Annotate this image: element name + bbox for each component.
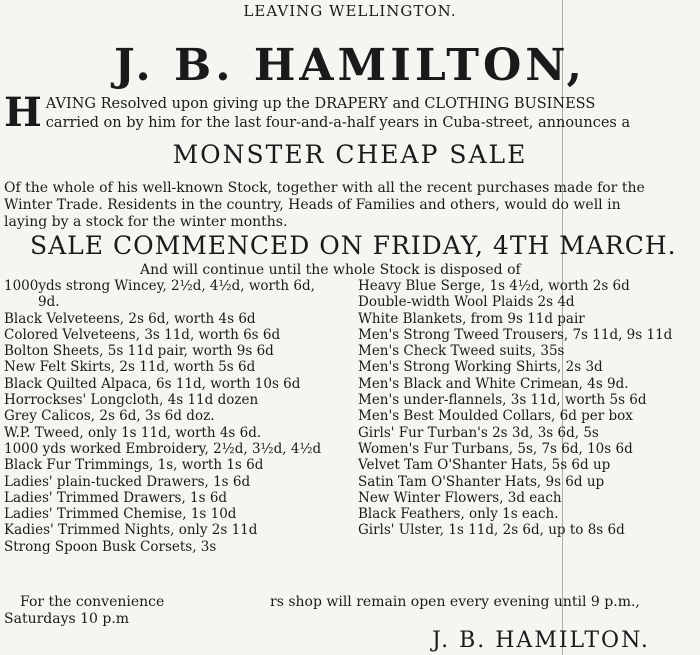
footer-part-2: rs shop will remain open every evening until 9 p.m., [270,594,640,610]
list-item: Black Feathers, only 1s each. [358,506,559,523]
header-line: LEAVING WELLINGTON. [243,2,457,20]
list-item: Ladies' Trimmed Drawers, 1s 6d [4,489,228,506]
list-item: Men's Strong Tweed Trousers, 7s 11d, 9s 11d [358,326,673,343]
right-item-list [358,278,698,539]
list-item: Colored Velveteens, 3s 11d, worth 6s 6d [4,326,281,343]
list-item: Ladies' Trimmed Chemise, 1s 10d [4,506,237,523]
paragraph-line: laying by a stock for the winter months. [4,214,288,230]
paragraph-line: Winter Trade. Residents in the country, Heads of Families and others, would do well in [4,197,621,213]
list-item: Men's Check Tweed suits, 35s [358,343,565,360]
list-item: Bolton Sheets, 5s 11d pair, worth 9s 6d [4,343,274,360]
list-item: Men's Best Moulded Collars, 6d per box [358,408,633,425]
list-item: Girls' Fur Turban's 2s 3d, 3s 6d, 5s [358,424,599,441]
list-item: Black Fur Trimmings, 1s, worth 1s 6d [4,457,264,474]
list-item: Horrockses' Longcloth, 4s 11d dozen [4,392,259,409]
list-item: Kadies' Trimmed Nights, only 2s 11d [4,522,258,539]
list-item: W.P. Tweed, only 1s 11d, worth 4s 6d. [4,424,262,441]
list-item: 9d. [38,294,60,311]
merchant-name: J. B. HAMILTON, [113,40,586,91]
continue-line: And will continue until the whole Stock is disposed of [140,262,521,278]
footer-part-3: Saturdays 10 p.m [4,611,130,627]
list-item: 1000 yds worked Embroidery, 2½d, 3½d, 4½d [4,440,322,457]
list-item: New Felt Skirts, 2s 11d, worth 5s 6d [4,359,256,376]
list-item: 1000yds strong Wincey, 2½d, 4½d, worth 6d, [4,278,315,294]
list-item: Men's under-flannels, 3s 11d, worth 5s 6d [358,392,647,409]
intro-block [4,89,698,136]
list-item: Men's Black and White Crimean, 4s 9d. [358,375,629,392]
left-item-list [4,278,354,555]
list-item: Strong Spoon Busk Corsets, 3s [4,538,217,555]
drop-cap: H [4,89,42,136]
list-item: Black Quilted Alpaca, 6s 11d, worth 10s 6d [4,375,301,392]
list-item: Velvet Tam O'Shanter Hats, 5s 6d up [358,457,611,474]
description-paragraph [4,180,698,231]
footer-part-1: For the convenience [20,594,165,610]
list-item: Heavy Blue Serge, 1s 4½d, worth 2s 6d [358,278,630,294]
paragraph-line: Of the whole of his well-known Stock, together with all the recent purchases made for the [4,180,645,196]
list-item: Men's Strong Working Shirts, 2s 3d [358,359,603,376]
sale-commenced-heading: SALE COMMENCED ON FRIDAY, 4TH MARCH. [30,231,677,260]
list-item: Black Velveteens, 2s 6d, worth 4s 6d [4,310,256,327]
list-item: Girls' Ulster, 1s 11d, 2s 6d, up to 8s 6d [358,522,625,539]
list-item: Satin Tam O'Shanter Hats, 9s 6d up [358,473,605,490]
intro-line-2: carried on by him for the last four-and-a-half years in Cuba-street, announces a [45,115,631,131]
list-item: Ladies' plain-tucked Drawers, 1s 6d [4,473,251,490]
signoff-name: J. B. HAMILTON. [432,628,650,653]
intro-line-1: AVING Resolved upon giving up the DRAPERY and CLOTHING BUSINESS [45,96,596,112]
list-item: White Blankets, from 9s 11d pair [358,310,585,327]
list-item: New Winter Flowers, 3d each [358,489,562,506]
list-item: Women's Fur Turbans, 5s, 7s 6d, 10s 6d [358,440,633,457]
list-item: Grey Calicos, 2s 6d, 3s 6d doz. [4,408,215,425]
list-item: Double-width Wool Plaids 2s 4d [358,294,575,311]
sale-title: MONSTER CHEAP SALE [172,140,528,169]
